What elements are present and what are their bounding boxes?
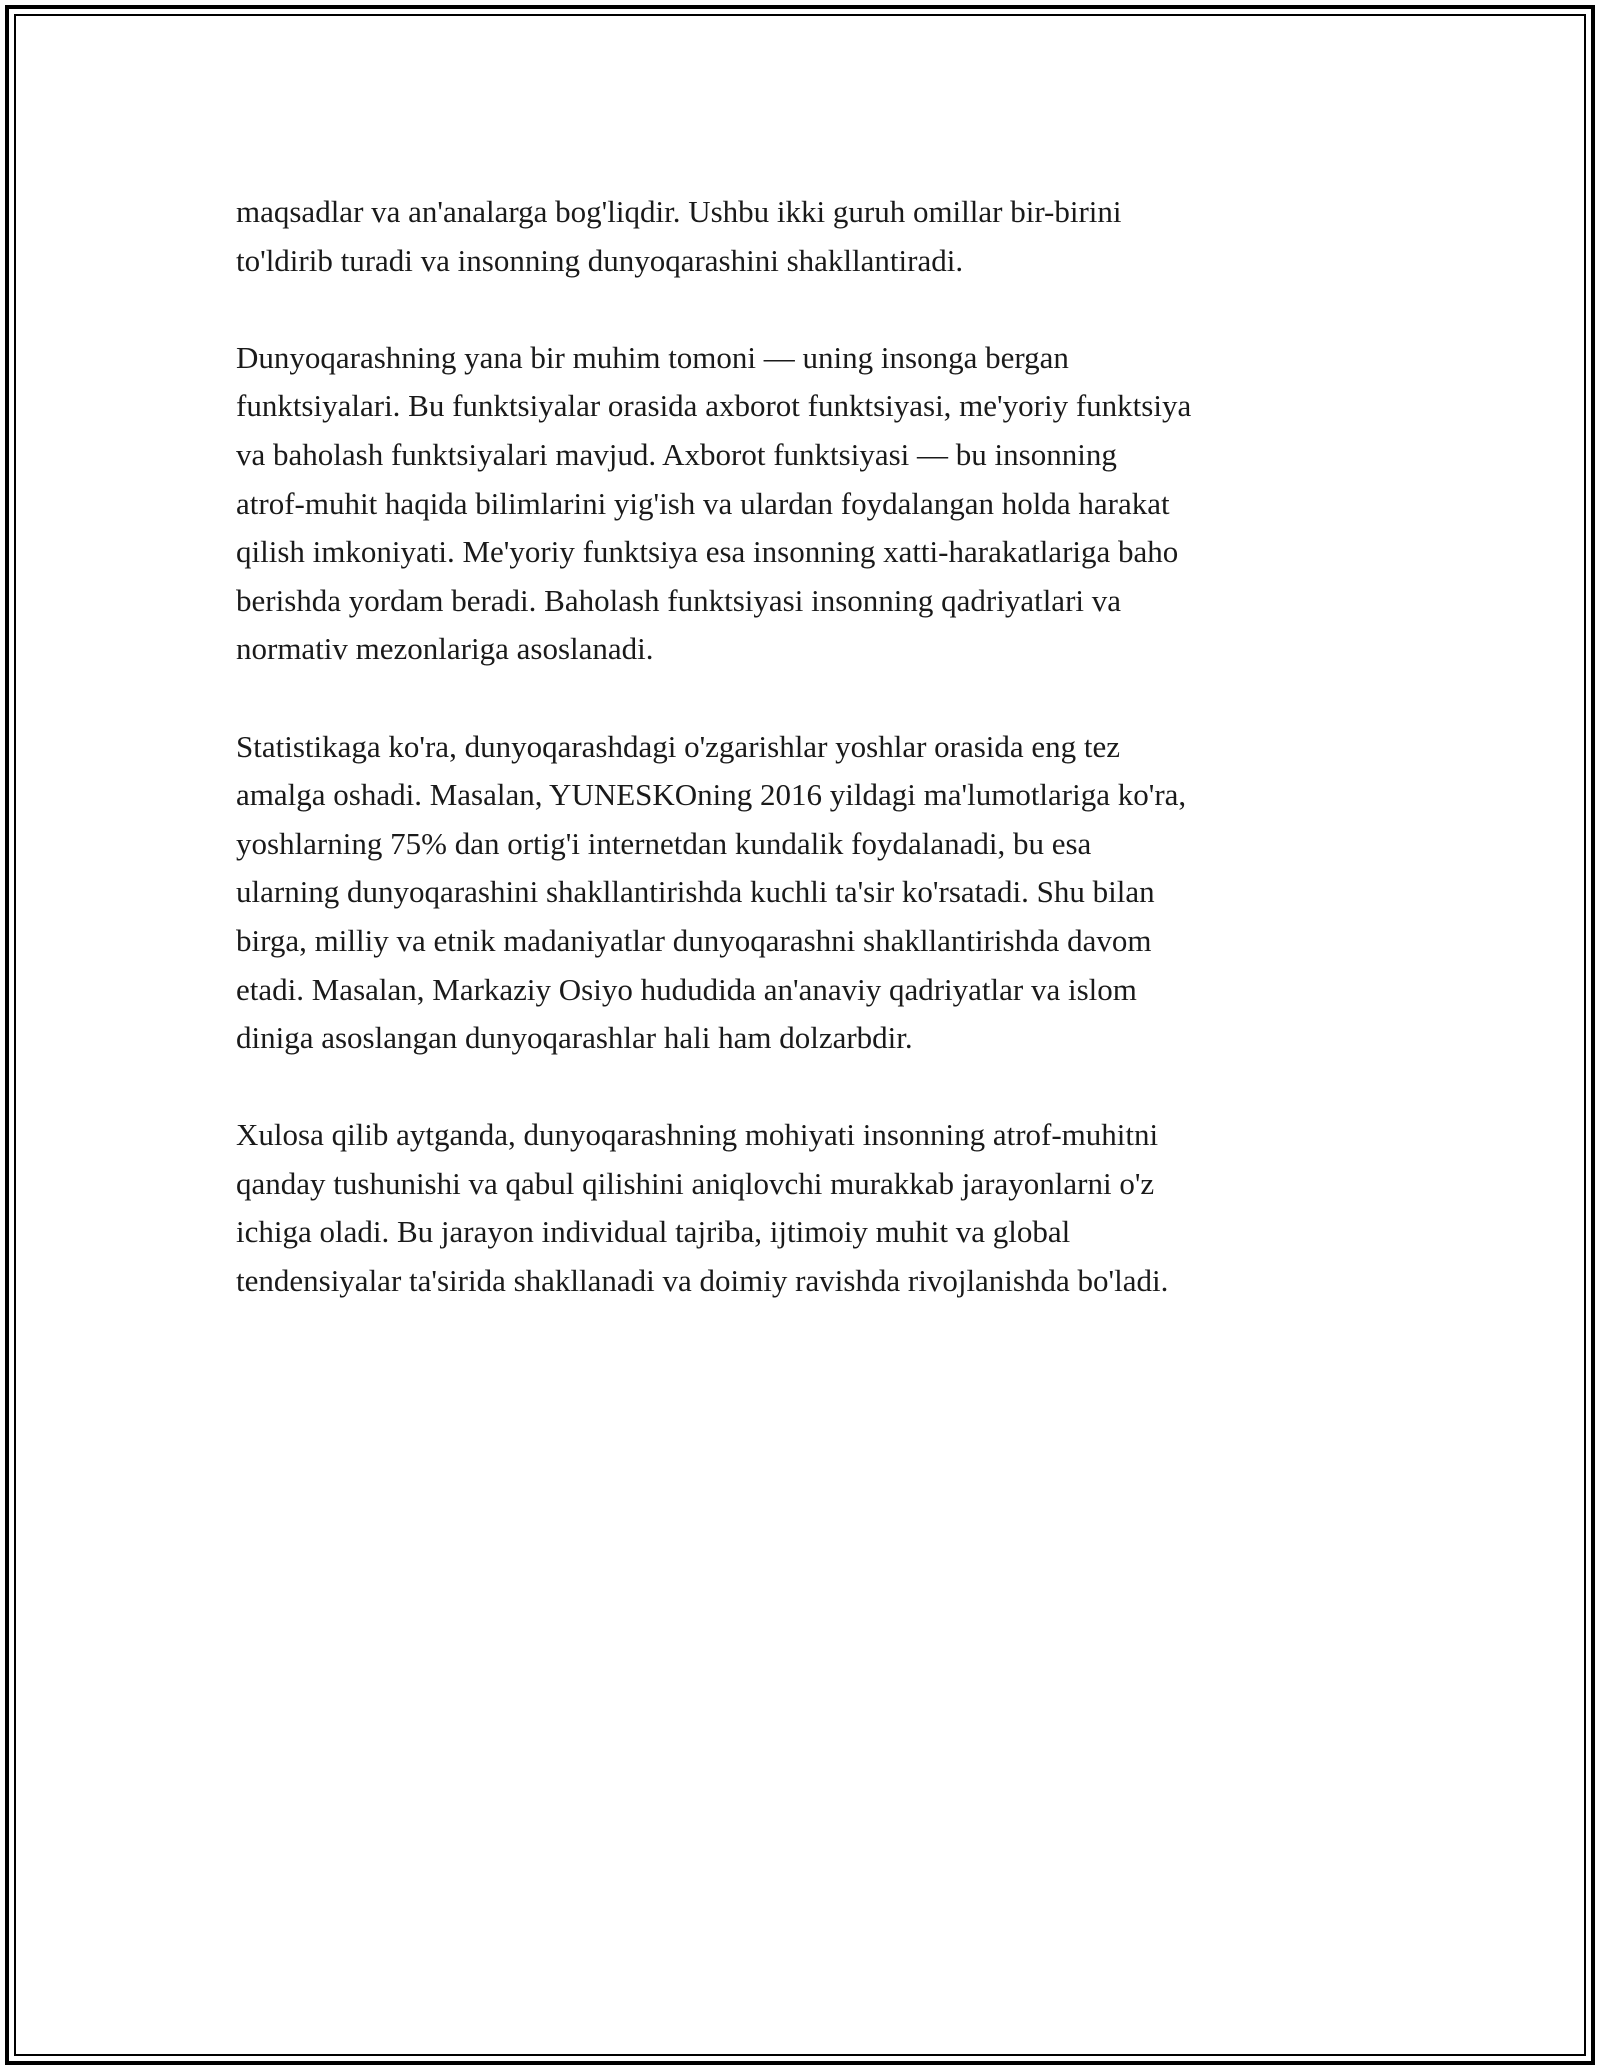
paragraph-2: Dunyoqarashning yana bir muhim tomoni — uning insonga bergan funktsiyalari. Bu funktsiyalar orasida axborot funktsiyasi, me'yoriy funktsiya va baholash funktsiyalari mavjud. Axborot funktsiyasi — bu insonning atrof-muhit haqida bilimlarini yig'ish va ulardan foydalangan holda harakat qilish imkoniyati. Me'yoriy funktsiya esa insonning xatti-harakatlariga baho berishda yordam beradi. Baholash funktsiyasi insonning qadriyatlari va normativ mezonlariga asoslanadi.: [236, 339, 1192, 667]
paragraph-3: Statistikaga ko'ra, dunyoqarashdagi o'zgarishlar yoshlar orasida eng tez amalga oshadi. Masalan, YUNESKOning 2016 yildagi ma'lumotlariga ko'ra, yoshlarning 75% dan ortig'i internetdan kundalik foydalanadi, bu esa ularning dunyoqarashini shakllantirishda kuchli ta'sir ko'rsatadi. Shu bilan birga, milliy va etnik madaniyatlar dunyoqarashni shakllantirishda davom etadi. Masalan, Markaziy Osiyo hududida an'anaviy qadriyatlar va islom diniga asoslangan dunyoqarashlar hali ham dolzarbdir.: [236, 728, 1187, 1056]
paragraph-4: Xulosa qilib aytganda, dunyoqarashning mohiyati insonning atrof-muhitni qanday tushunishi va qabul qilishini aniqlovchi murakkab jarayonlarni o'z ichiga oladi. Bu jarayon individual tajriba, ijtimoiy muhit va global tendensiyalar ta'sirida shakllanadi va doimiy ravishda rivojlanishda bo'ladi.: [236, 1117, 1169, 1299]
document-body: [236, 188, 1416, 1354]
paragraph-1: maqsadlar va an'analarga bog'liqdir. Ushbu ikki guruh omillar bir-birini to'ldirib turadi va insonning dunyoqarashini shakllantiradi.: [236, 194, 1122, 278]
